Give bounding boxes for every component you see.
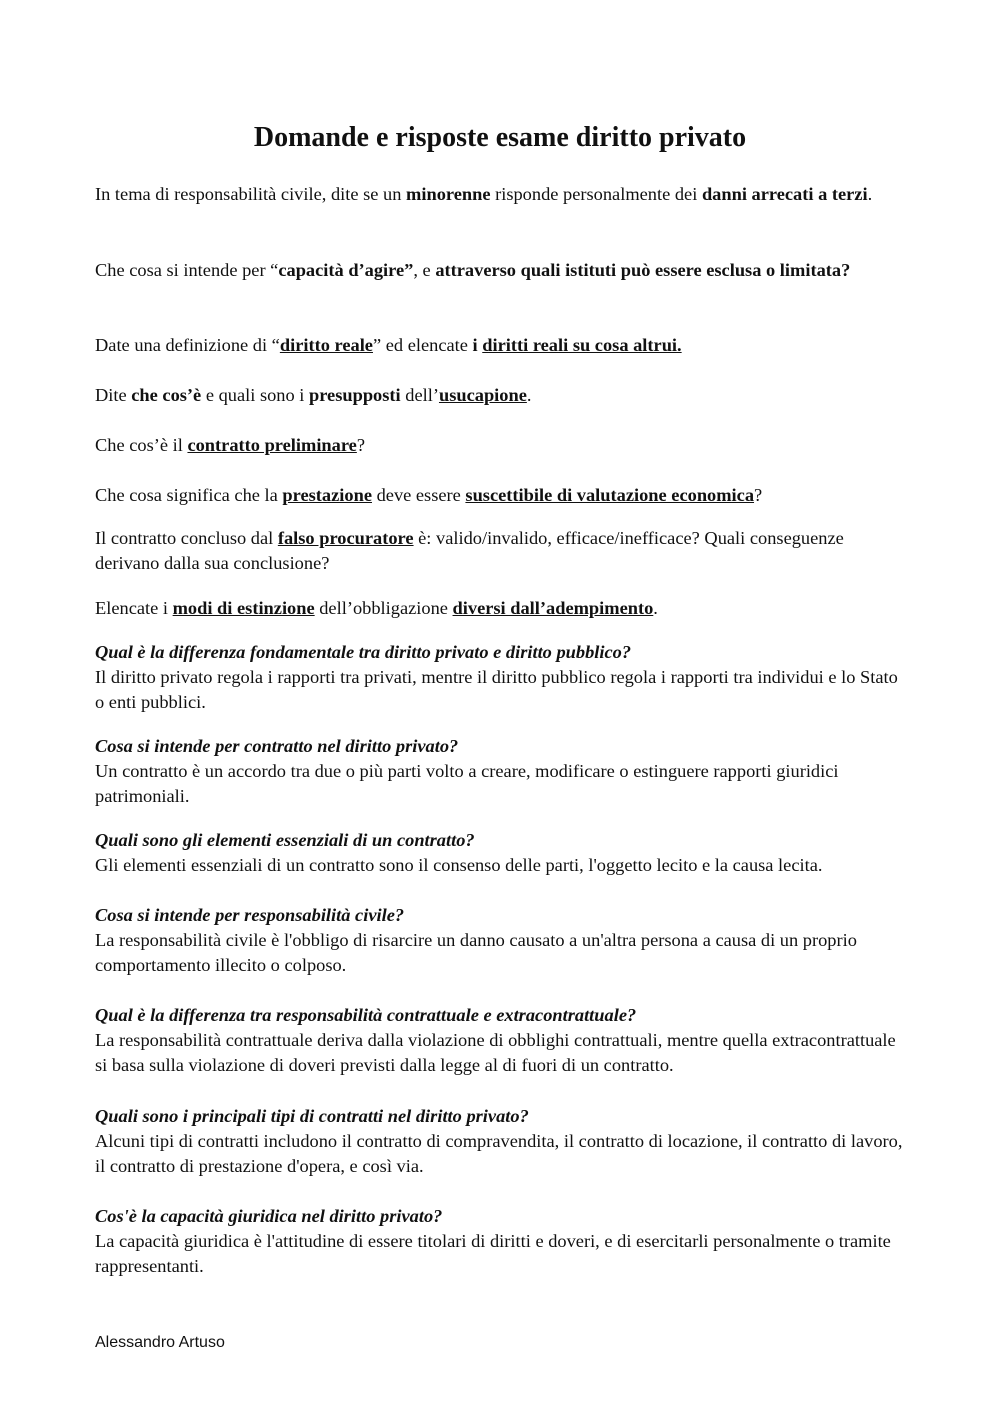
question-text-segment: i	[472, 335, 483, 355]
question-text-segment: e quali sono i	[201, 385, 309, 405]
qa-question: Cosa si intende per contratto nel diritto privato?	[95, 736, 459, 756]
question-text-segment: contratto preliminare	[187, 435, 357, 455]
question-text-segment: .	[653, 598, 658, 618]
question-text-segment: .	[526, 385, 532, 405]
qa-question: Quali sono i principali tipi di contratti nel diritto privato?	[95, 1106, 529, 1126]
question-text-segment: falso procuratore	[277, 528, 414, 548]
question-text-segment: deve essere	[371, 485, 466, 505]
page-title: Domande e risposte esame diritto privato	[253, 122, 747, 153]
question-text-segment: Dite	[95, 385, 132, 405]
question-text-segment: Elencate i	[95, 598, 173, 618]
question-8	[95, 596, 910, 621]
qa-item-3	[95, 828, 910, 878]
question-text-segment: usucapione	[438, 385, 527, 405]
question-text-segment: dell’obbligazione	[314, 598, 453, 618]
question-text-segment: capacità d’agire”	[278, 260, 414, 280]
qa-item-4	[95, 903, 910, 978]
question-text-segment: Che cosa si intende per “	[95, 260, 279, 280]
qa-answer: Gli elementi essenziali di un contratto sono il consenso delle parti, l'oggetto lecito e la causa lecita.	[95, 855, 823, 875]
qa-question: Cosa si intende per responsabilità civile?	[95, 905, 405, 925]
qa-answer: Il diritto privato regola i rapporti tra privati, mentre il diritto pubblico regola i rapporti tra individui e lo Stato o enti pubblici.	[95, 667, 898, 712]
question-text-segment: diritti reali su cosa altrui.	[482, 335, 682, 355]
qa-answer: La responsabilità contrattuale deriva dalla violazione di obblighi contrattuali, mentre quella extracontrattuale si basa sulla violazione di doveri previsti dalla legge al di fuori di un contratto.	[95, 1030, 896, 1075]
question-text-segment: suscettibile di valutazione economica	[465, 485, 755, 505]
qa-item-5	[95, 1003, 910, 1078]
qa-answer: La capacità giuridica è l'attitudine di essere titolari di diritti e doveri, e di esercitarli personalmente o tramite rappresentanti.	[95, 1231, 891, 1276]
question-6	[95, 483, 910, 508]
question-text-segment: Che cos’è il	[95, 435, 188, 455]
question-3	[95, 333, 910, 358]
qa-answer: Alcuni tipi di contratti includono il contratto di compravendita, il contratto di locazione, il contratto di lavoro, il contratto di prestazione d'opera, e così via.	[95, 1131, 903, 1176]
question-text-segment: , e	[413, 260, 436, 280]
qa-question: Qual è la differenza fondamentale tra diritto privato e diritto pubblico?	[95, 642, 632, 662]
question-text-segment: Il contratto concluso dal	[95, 528, 278, 548]
question-text-segment: minorenne	[406, 184, 491, 204]
question-text-segment: ?	[754, 485, 763, 505]
question-text-segment: che cos’è	[131, 385, 202, 405]
question-5	[95, 433, 910, 458]
question-text-segment: danni arrecati a terzi	[701, 184, 868, 204]
question-text-segment: diritto reale	[279, 335, 373, 355]
question-1	[95, 182, 910, 207]
qa-question: Quali sono gli elementi essenziali di un contratto?	[95, 830, 475, 850]
question-text-segment: diversi dall’adempimento	[452, 598, 654, 618]
question-text-segment: ?	[356, 435, 366, 455]
question-text-segment: In tema di responsabilità civile, dite se un	[95, 184, 407, 204]
question-text-segment: attraverso quali istituti può essere esclusa o limitata?	[435, 260, 851, 280]
question-text-segment: Che cosa significa che la	[95, 485, 283, 505]
question-2	[95, 258, 910, 283]
question-text-segment: prestazione	[282, 485, 372, 505]
question-text-segment: modi di estinzione	[172, 598, 315, 618]
question-text-segment: dell’	[400, 385, 439, 405]
question-4	[95, 383, 910, 408]
qa-question: Cos'è la capacità giuridica nel diritto privato?	[95, 1206, 443, 1226]
question-text-segment: ” ed elencate	[372, 335, 473, 355]
qa-item-6	[95, 1104, 910, 1179]
qa-item-2	[95, 734, 910, 809]
question-text-segment: risponde personalmente dei	[490, 184, 702, 204]
qa-item-1	[95, 640, 910, 715]
question-text-segment: .	[867, 184, 873, 204]
question-text-segment: presupposti	[309, 385, 401, 405]
question-text-segment: Date una definizione di “	[95, 335, 280, 355]
question-7	[95, 526, 910, 576]
question-text-segment: è: valido/invalido, efficace/inefficace? Quali conseguenze derivano dalla sua conclusione?	[95, 528, 844, 573]
footer-author: Alessandro Artuso	[95, 1334, 225, 1351]
qa-answer: Un contratto è un accordo tra due o più parti volto a creare, modificare o estinguere rapporti giuridici patrimoniali.	[95, 761, 839, 806]
qa-item-7	[95, 1204, 910, 1279]
qa-answer: La responsabilità civile è l'obbligo di risarcire un danno causato a un'altra persona a causa di un proprio comportamento illecito o colposo.	[95, 930, 857, 975]
qa-question: Qual è la differenza tra responsabilità contrattuale e extracontrattuale?	[95, 1005, 637, 1025]
